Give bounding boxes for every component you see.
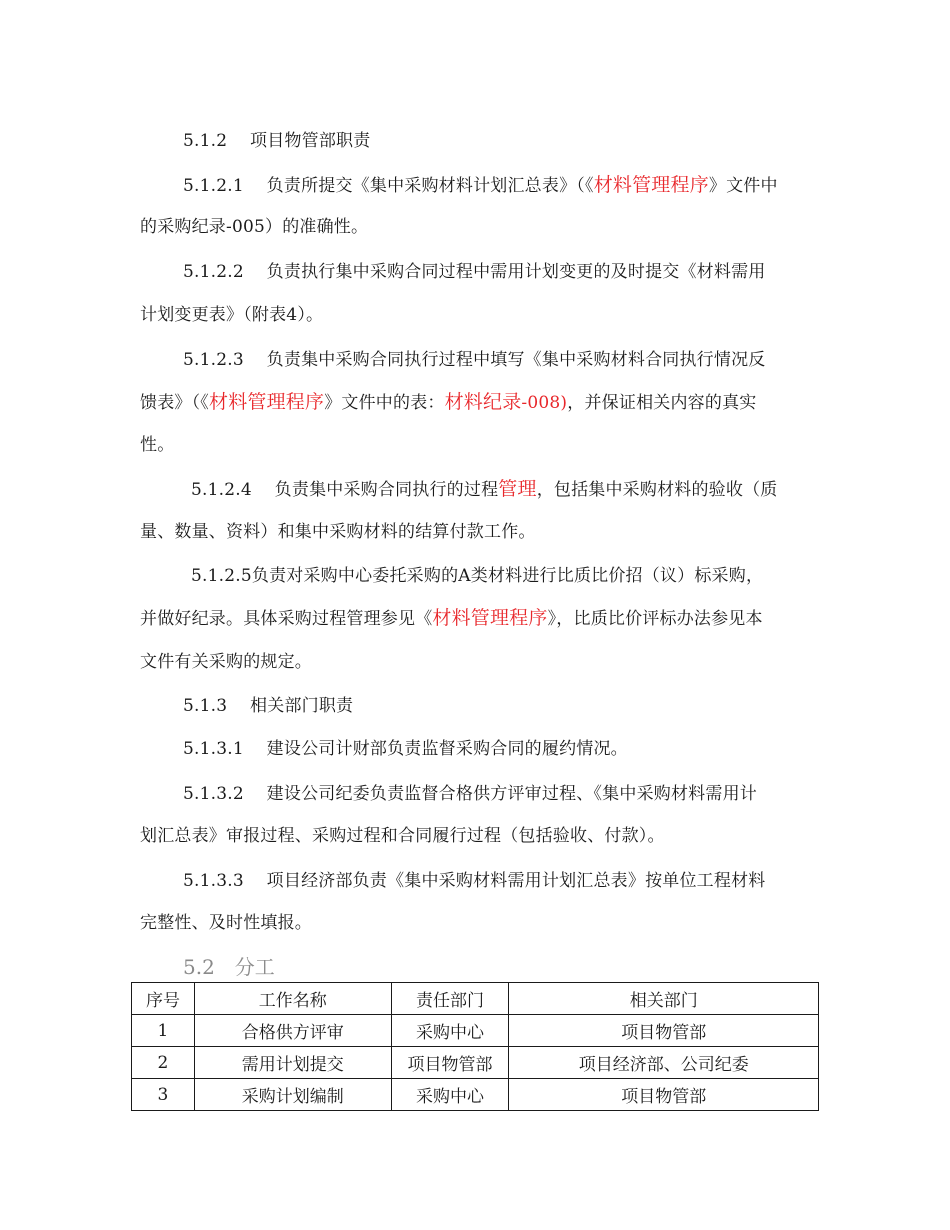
paragraph-5-1-2-3-line3 <box>140 434 174 456</box>
highlight-management: 管理 <box>498 478 537 500</box>
table-cell: 2 <box>132 1047 195 1079</box>
table-cell: 采购中心 <box>391 1015 509 1047</box>
table-cell: 需用计划提交 <box>194 1047 391 1079</box>
text-span: 5.1.2.1 负责所提交《集中采购材料计划汇总表》（《 <box>183 176 594 196</box>
paragraph-5-1-2-2-line2 <box>140 304 323 326</box>
text-span: 5.1.2.5负责对采购中心委托采购的A类材料进行比质比价招（议）标采购， <box>191 566 764 586</box>
text-span: 5.1.3.1 建设公司计财部负责监督采购合同的履约情况。 <box>183 739 628 759</box>
text-span: ) <box>560 393 568 413</box>
paragraph-5-1-2-3-line2 <box>140 391 756 414</box>
table-row <box>132 1047 819 1079</box>
text-span: 量、数量、资料）和集中采购材料的结算付款工作。 <box>140 522 536 542</box>
table-cell: 合格供方评审 <box>194 1015 391 1047</box>
table-row <box>132 1015 819 1047</box>
doc-link-record-number: -008 <box>521 393 561 413</box>
column-header: 序号 <box>132 983 195 1015</box>
doc-link-material-procedure: 材料管理程序 <box>209 391 325 413</box>
paragraph-5-1-3-2-line1 <box>183 783 757 805</box>
column-header: 相关部门 <box>509 983 819 1015</box>
text-span: ，并保证相关内容的真实 <box>567 393 757 413</box>
section-heading-5-1-2 <box>183 130 370 152</box>
division-of-work-table <box>131 982 819 1111</box>
text-span: 5.1.3.3 项目经济部负责《集中采购材料需用计划汇总表》按单位工程材料 <box>183 871 766 891</box>
text-span: 》文件中 <box>708 176 778 196</box>
paragraph-5-1-2-3-line1 <box>183 349 765 371</box>
text-span: ，包括集中采购材料的验收（质 <box>536 480 778 500</box>
paragraph-5-1-2-4-line2 <box>140 521 536 543</box>
text-span: 》文件中的表： <box>324 393 445 413</box>
paragraph-5-1-2-4-line1 <box>191 478 778 501</box>
paragraph-5-1-3-1 <box>183 738 628 760</box>
text-span: 计划变更表》（附表4）。 <box>140 305 324 325</box>
table-cell: 项目经济部、公司纪委 <box>509 1047 819 1079</box>
text-span: 划汇总表》审报过程、采购过程和合同履行过程（包括验收、付款）。 <box>140 826 665 846</box>
text-span: 5.1.2.2 负责执行集中采购合同过程中需用计划变更的及时提交《材料需用 <box>183 262 766 282</box>
section-heading-5-2 <box>183 954 275 980</box>
paragraph-5-1-2-2-line1 <box>183 261 765 283</box>
text-span: 完整性、及时性填报。 <box>140 913 312 933</box>
column-header: 工作名称 <box>194 983 391 1015</box>
table-cell: 3 <box>132 1079 195 1111</box>
paragraph-5-1-2-1-line1 <box>183 174 778 197</box>
heading-text: 5.1.2 项目物管部职责 <box>183 131 371 151</box>
heading-text: 5.1.3 相关部门职责 <box>183 696 354 716</box>
heading-text: 5.2 分工 <box>183 955 275 979</box>
paragraph-5-1-3-2-line2 <box>140 825 665 847</box>
paragraph-5-1-2-5-line3 <box>140 651 312 673</box>
table-cell: 项目物管部 <box>391 1047 509 1079</box>
doc-link-material-procedure: 材料管理程序 <box>432 607 548 629</box>
text-span: 5.1.2.3 负责集中采购合同执行过程中填写《集中采购材料合同执行情况反 <box>183 350 766 370</box>
text-span: 性。 <box>140 435 175 455</box>
column-header: 责任部门 <box>391 983 509 1015</box>
doc-link-material-record: 材料纪录 <box>444 391 522 413</box>
paragraph-5-1-2-5-line2 <box>140 607 763 630</box>
paragraph-5-1-2-1-line2 <box>140 216 368 238</box>
text-span: 5.1.3.2 建设公司纪委负责监督合格供方评审过程、《集中采购材料需用计 <box>183 784 757 804</box>
text-span: 并做好纪录。具体采购过程管理参见《 <box>140 609 433 629</box>
text-span: 5.1.2.4 负责集中采购合同执行的过程 <box>191 480 499 500</box>
table-header-row <box>132 983 819 1015</box>
text-span: 文件有关采购的规定。 <box>140 652 312 672</box>
table-row <box>132 1079 819 1111</box>
paragraph-5-1-3-3-line1 <box>183 870 765 892</box>
table-cell: 项目物管部 <box>509 1079 819 1111</box>
paragraph-5-1-3-3-line2 <box>140 912 312 934</box>
text-span: 的采购纪录-005）的准确性。 <box>140 217 369 237</box>
paragraph-5-1-2-5-line1 <box>191 565 763 587</box>
table-cell: 项目物管部 <box>509 1015 819 1047</box>
table-cell: 1 <box>132 1015 195 1047</box>
text-span: 》，比质比价评标办法参见本 <box>547 609 763 629</box>
table-cell: 采购中心 <box>391 1079 509 1111</box>
table-cell: 采购计划编制 <box>194 1079 391 1111</box>
text-span: 馈表》（《 <box>140 393 209 413</box>
doc-link-material-procedure: 材料管理程序 <box>593 174 709 196</box>
section-heading-5-1-3 <box>183 695 353 717</box>
